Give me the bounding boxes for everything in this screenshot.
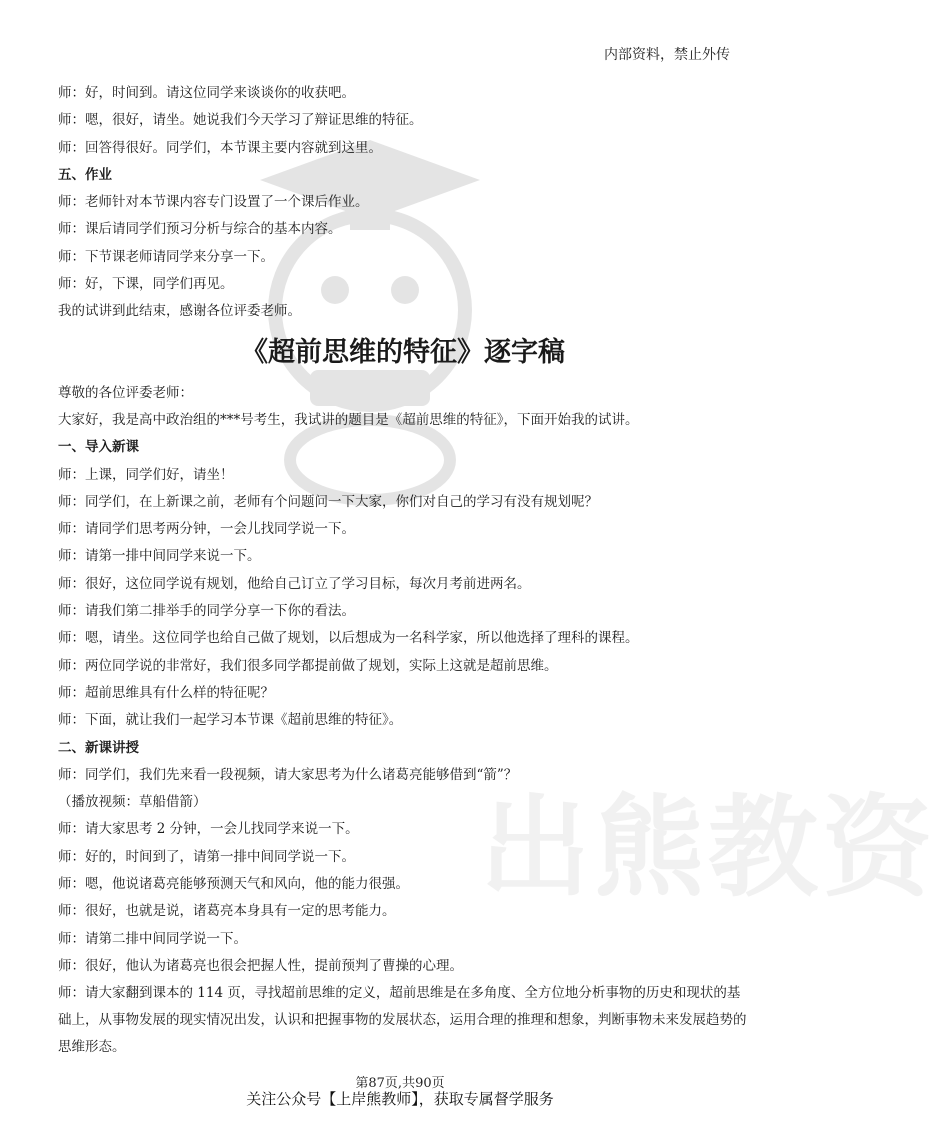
text-line: 师：好，下课，同学们再见。 <box>58 276 234 293</box>
page-number: 第87页,共90页 <box>355 1076 445 1091</box>
text-line: 师：下面，就让我们一起学习本节课《超前思维的特征》。 <box>58 712 403 729</box>
text-line: 师：课后请同学们预习分析与综合的基本内容。 <box>58 221 342 238</box>
definition-paragraph: 师：请大家翻到课本的 114 页，寻找超前思维的定义，超前思维是在多角度、全方位地分析事物的历史和现状的基础上，从事物发展的现实情况出发，认识和把握事物的发展状态，运用合理的推理和想象，判断事物未来发展趋势的思维形态。 <box>58 985 747 1056</box>
text-line: 师：同学们，在上新课之前，老师有个问题问一下大家，你们对自己的学习有没有规划呢？ <box>58 493 598 510</box>
header-confidential-note: 内部资料，禁止外传 <box>604 47 730 63</box>
text-line: 师：回答得很好。同学们，本节课主要内容就到这里。 <box>58 139 382 156</box>
salutation: 尊敬的各位评委老师： <box>58 384 193 401</box>
text-line: 师：超前思维具有什么样的特征呢？ <box>58 684 274 701</box>
text-line: 师：请大家思考 2 分钟，一会儿找同学来说一下。 <box>58 821 359 838</box>
text-line: 师：请第一排中间同学来说一下。 <box>58 548 261 565</box>
text-line: 师：很好，这位同学说有规划，他给自己订立了学习目标，每次月考前进两名。 <box>58 575 531 592</box>
text-line: 我的试讲到此结束，感谢各位评委老师。 <box>58 303 301 320</box>
part1-lines-b <box>58 189 748 325</box>
text-line: 师：很好，也就是说，诸葛亮本身具有一定的思考能力。 <box>58 903 396 920</box>
text-line: 师：好的，时间到了，请第一排中间同学说一下。 <box>58 848 355 865</box>
text-line: 师：两位同学说的非常好，我们很多同学都提前做了规划，实际上这就是超前思维。 <box>58 657 558 674</box>
intro <box>58 380 748 435</box>
text-line: 师：很好，他认为诸葛亮也很会把握人性，提前预判了曹操的心理。 <box>58 957 463 974</box>
document-body <box>58 80 748 1061</box>
text-line: 师：同学们，我们先来看一段视频，请大家思考为什么诸葛亮能够借到“箭”？ <box>58 766 518 783</box>
text-line: 师：下节课老师请同学来分享一下。 <box>58 248 274 265</box>
text-line: 师：上课，同学们好，请坐！ <box>58 466 234 483</box>
watermark-text: 出熊教资 <box>480 784 936 912</box>
document-title: 《超前思维的特征》逐字稿 <box>241 336 565 368</box>
text-line: 师：请我们第二排举手的同学分享一下你的看法。 <box>58 603 355 620</box>
text-line: 师：嗯，很好，请坐。她说我们今天学习了辩证思维的特征。 <box>58 112 423 129</box>
text-line: 师：请同学们思考两分钟，一会儿找同学说一下。 <box>58 521 355 538</box>
section-heading-new-lesson: 二、新课讲授 <box>58 739 139 756</box>
part1-lines-a <box>58 80 748 162</box>
footer-promo: 关注公众号【上岸熊教师】，获取专属督学服务 <box>246 1090 554 1108</box>
text-line: 师：嗯，他说诸葛亮能够预测天气和风向，他的能力很强。 <box>58 876 409 893</box>
section-heading-intro: 一、导入新课 <box>58 439 139 456</box>
intro-line: 大家好，我是高中政治组的***号考生，我试讲的题目是《超前思维的特征》，下面开始我的试讲。 <box>58 411 639 428</box>
section2-lines <box>58 762 748 1061</box>
section-heading-homework: 五、作业 <box>58 166 112 183</box>
section1-lines <box>58 462 748 735</box>
text-line: 师：请第二排中间同学说一下。 <box>58 930 247 947</box>
text-line: 师：好，时间到。请这位同学来谈谈你的收获吧。 <box>58 85 355 101</box>
text-line: 师：嗯，请坐。这位同学也给自己做了规划，以后想成为一名科学家，所以他选择了理科的课程。 <box>58 630 639 647</box>
text-line: （播放视频：草船借箭） <box>58 794 207 811</box>
text-line: 师：老师针对本节课内容专门设置了一个课后作业。 <box>58 194 369 211</box>
